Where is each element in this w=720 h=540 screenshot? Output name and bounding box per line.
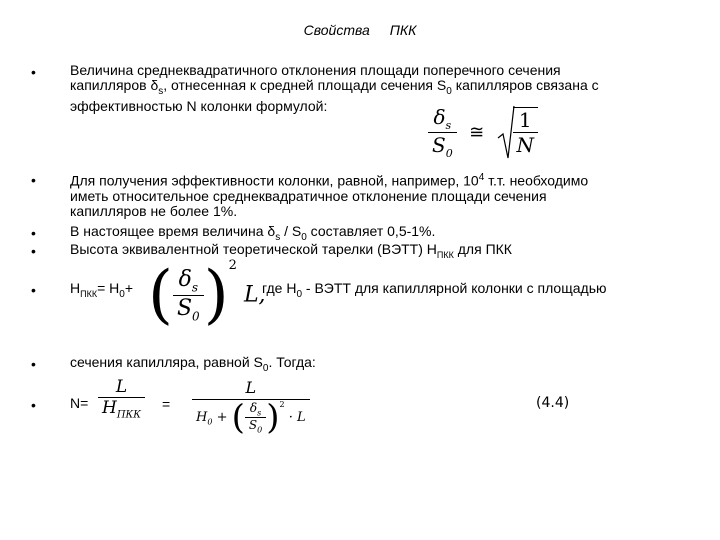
bullet-3: • <box>31 225 36 241</box>
p1-line1: Величина среднеквадратичного отклонения площади поперечного сечения <box>70 62 561 78</box>
paragraph-5-right: где $Н_0$ - ВЭТТ для капиллярной колонки с площадью <box>262 280 607 300</box>
paragraph-4: Высота эквивалентной теоретической тарелки (ВЭТТ) $Н_{ПКК}$ для ПКК <box>70 241 512 260</box>
bullet-5: • <box>31 282 36 298</box>
slide-title <box>0 22 720 38</box>
paragraph-3: В настоящее время величина $\delta_s / S_0$ составляет 0,5-1%. <box>70 223 436 243</box>
p2-line3: капилляров не более 1%. <box>70 202 238 219</box>
bullet-2: • <box>31 172 36 188</box>
bullet-6: • <box>31 356 36 372</box>
paragraph-6: сечения капилляра, равной $S_0$. Тогда: <box>70 354 316 374</box>
p1-line3: эффективностью N колонки формулой: <box>70 97 328 114</box>
equals-sign: = <box>162 396 171 412</box>
paragraph-5-left: $Н_{ПКК}= Н_0+$ <box>70 280 134 300</box>
p2-line1: Для получения эффективности колонки, равной, например, $10^4$ т.т. необходимо <box>70 172 589 189</box>
bullet-1: • <box>31 64 36 80</box>
formula-3: $\frac{L}{H_{ПКК}}$ <box>98 377 145 420</box>
n-label: N= <box>70 395 89 411</box>
bullet-4: • <box>31 243 36 259</box>
title-part-1: Свойства <box>303 22 370 38</box>
formula-2: ( $\frac{\delta_s}{S_0}$ )$^2$ L, <box>148 258 266 332</box>
formula-4: L $H_0$ + ( $\frac{\delta_s}{S_0}$ )$^2$ · L <box>192 378 310 435</box>
paragraph-2 <box>70 170 588 219</box>
approx-sign: ≅ <box>469 121 485 143</box>
formula-1: $\frac{\delta_s}{S_0}$ ≅ $\frac{1}{N}$ <box>428 104 538 160</box>
bullet-7: • <box>31 397 36 413</box>
title-part-2: ПКК <box>389 22 417 38</box>
p1-line2: капилляров $\delta_s$, отнесенная к средней площади сечения $S_0$ капилляров связана с <box>70 77 599 97</box>
equation-number: (4.4) <box>536 395 570 411</box>
p2-line2: иметь относительное среднеквадратичное отклонение площади сечения <box>70 187 547 204</box>
